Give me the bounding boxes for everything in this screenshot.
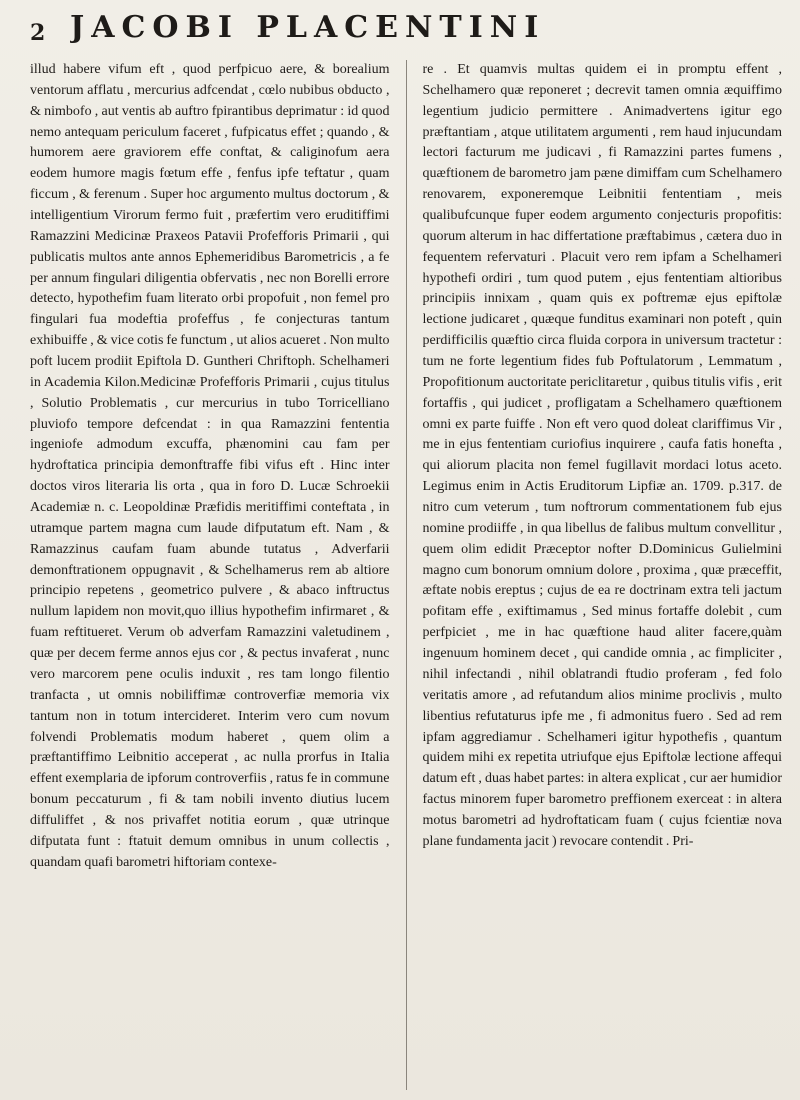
page-number: 2: [30, 20, 46, 46]
text-columns: [30, 60, 782, 1090]
running-head: JACOBI PLACENTINI: [70, 10, 546, 45]
left-column-text: illud habere vifum eft , quod perfpicuo aere, & borealium ventorum afflatu , mercurius adfcendat , cœlo nubibus obducto , & nimbofo , aut ventis ab auftro fpirantibus deprimatur : id quod nemo antequam periculum faceret , fufpicatus effet ; quando , & humorem aere graviorem effe conftat, & caliginofum aera eodem humore magis fœtum effe , fenfus ipfe teftatur , quam ficcum , & ferenum . Super hoc argumento multus doctorum , & intelligentium Virorum fermo fuit , præfertim vero eruditiffimi Ramazzini Medicinæ Praxeos Patavii Profefforis Primarii , qui publicatis multos ante annos Ephemeridibus Barometricis , a fe per annum fingulari diligentia obfervatis , nec non Borelli errore detecto, hypothefim fuam literato orbi propofuit , non femel pro fingulari fua modeftia profeffus , fe conjecturas tantum exhibuiffe , & vice cotis fe functum , ut alios acueret . Non multo poft lucem prodiit Epiftola D. Guntheri Chriftoph. Schelhameri in Academia Kilon.Medicinæ Profefforis Primarii , cujus titulus , Solutio Problematis , cur mercurius in tubo Torricelliano pluviofo tempore defcendat : in qua Ramazzini fententia ingeniofe admodum excuffa, phænomini cau fam per hydroftatica principia demonftraffe fibi vifus eft . Hinc inter doctos viros literaria lis orta , qua in foro D. Lucæ Schroekii Academiæ n. c. Leopoldinæ Præfidis meritiffimi conteftata , in utramque partem magna cum laude difputatum eft. Nam , & Ramazzinus caufam fuam abunde tutatus , Adverfarii demonftrationem oppugnavit , & Schelhamerus rem ab altiore principio repetens , geometrico pulvere , & abaco inftructus nullum lapidem non movit,quo illius hypothefim infirmaret , & fuam reftitueret. Verum ob adverfam Ramazzini valetudinem , quæ per decem ferme annos ejus cor , & pectus invaferat , nunc vero marcorem pene oculis induxit , res tam longo filentio tranfacta , ut omnis nobiliffimæ controverfiæ memoria vix tantum non in totum intercideret. Interim vero cum novum folvendi Problematis modum haberet , quem olim a præftantiffimo Leibnitio acceperat , ac nulla prorfus in Italia effent exemplaria de ipforum controverfiis , ratus fe in commune bonum peccaturum , fi & tam nobili invento diutius lucem diffuliffet , & nos privaffet notitia eorum , quæ utrinque difputata funt : ftatuit demum omnibus in unum collectis , quandam quafi barometri hiftoriam contexe-: [30, 62, 390, 870]
page-header: [30, 4, 782, 54]
right-column-text: re . Et quamvis multas quidem ei in promptu effent , Schelhamero quæ reponeret ; decrevit tamen omnia æquiffimo legentium judicio permittere . Animadvertens igitur ego præftantiam , atque utilitatem argumenti , rem haud injucundam lectori facturum me judicavi , fi Ramazzini partes fumens , quæftionem de barometro jam pæne dimiffam cum Schelhamero renovarem, exponeremque Leibnitii fententiam , meis qualibufcunque fuper eodem argumento conjecturis propofitis: quorum alterum in hac differtatione præftabimus , cætera duo in fequentem refervaturi . Placuit vero rem ipfam a Schelhameri hypothefi ordiri , tum quod putem , ejus fententiam altioribus principiis innixam , quam quis ex poftremæ ejus epiftolæ lectione judicaret , quæque funditus examinari non poteft , quin perdifficilis quæftio circa fluida corpora in universum tractetur : tum ne forte legentium fides fub Poftulatorum , Lemmatum , Propofitionum auctoritate periclitaretur , quibus titulis vifis , erit fortaffis , qui judicet , profligatam a Schelhamero quæftionem omni ex parte fuiffe . Non eft vero quod doleat clariffimus Vir , me in ejus fententiam curiofius inquirere , caufa fatis honefta , qui aliorum placita non femel fugillavit mordaci lotus aceto. Legimus enim in Actis Eruditorum Lipfiæ an. 1709. p.317. de nitro cum veterum , tum noftrorum commentationem fub ejus nomine prodiiffe , in qua libellus de falibus multum convellitur , quem olim edidit Præceptor nofter D.Dominicus Gulielmini magno cum bonorum omnium dolore , proxima , quæ præceffit, æftate nobis ereptus ; cujus de ea re doctrinam extra teli jactum pofitam effe , exiftimamus , Sed minus fortaffe dolebit , cum perfpiciet , me in hac quæftione haud aliter facere,quàm ingenuum hominem decet , qui candide omnia , ac fimpliciter , nihil infectandi , nihil oblatrandi ftudio proferam , fed folo veritatis amore , ad refutandum alios minime proclivis , multo libentius refutaturus ipfe me , fi admonitus fuero . Sed ad rem ipfam aggrediamur . Schelhameri igitur hypothefis , quantum quidem mihi ex repetita utriufque ejus Epiftolæ lectione affequi datum eft , duas habet partes: in altera explicat , cur aer humidior factus minorem fuper barometro preffionem exerceat : in altera motus barometri ad hydroftaticam fuam ( cujus fcientiæ nova plane fundamenta jacit ) revocare contendit . Pri-: [422, 62, 782, 849]
column-divider: [406, 60, 407, 1090]
